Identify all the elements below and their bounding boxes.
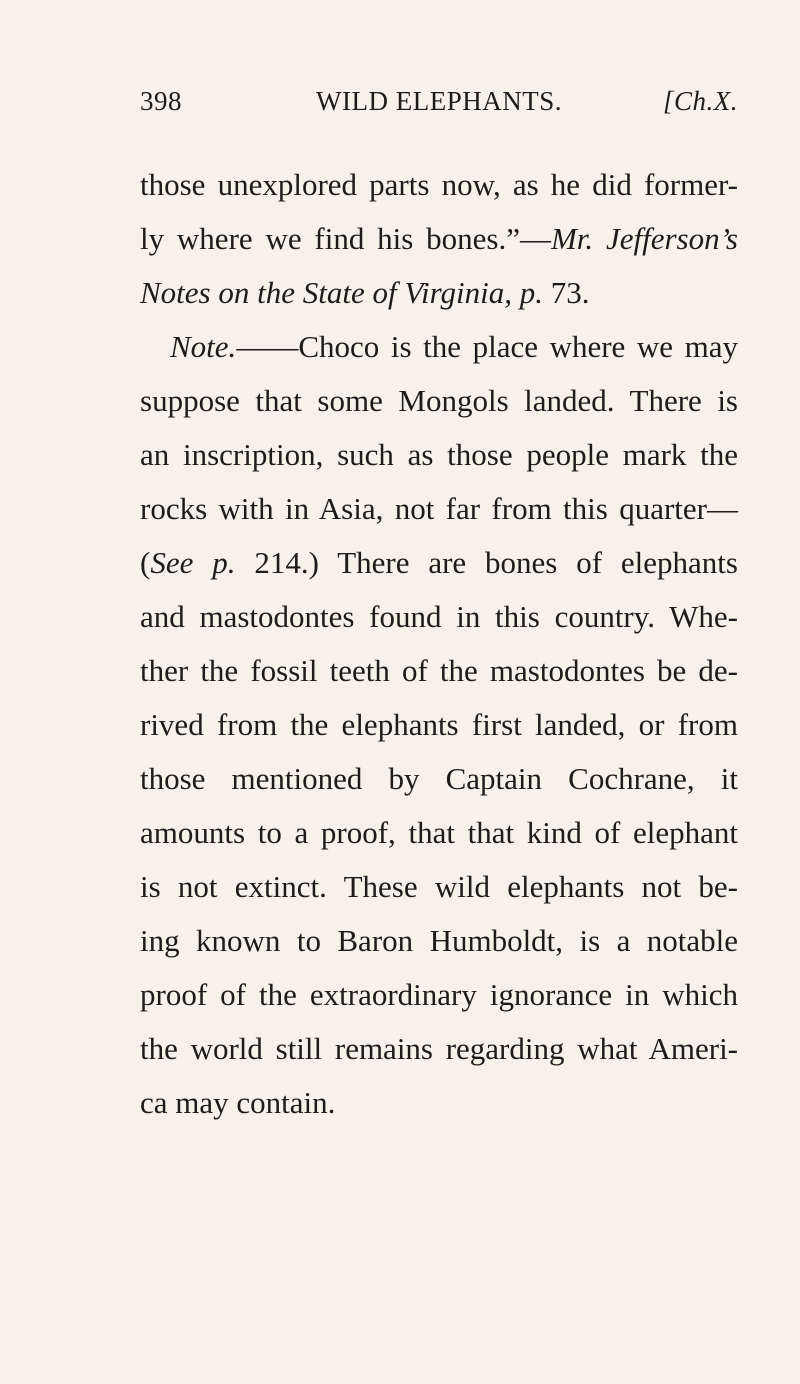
body-text bbox=[140, 158, 738, 1130]
text-run: those mentioned by Captain Cochrane, it bbox=[140, 761, 738, 796]
text-line bbox=[140, 590, 738, 644]
text-line bbox=[140, 1076, 738, 1130]
text-run: rived from the elephants first landed, or from bbox=[140, 707, 738, 742]
text-run: rocks with in Asia, not far from this quarter— bbox=[140, 491, 738, 526]
text-line bbox=[140, 914, 738, 968]
text-line bbox=[140, 320, 738, 374]
text-run: and mastodontes found in this country. Whe- bbox=[140, 599, 738, 634]
text-line bbox=[140, 968, 738, 1022]
text-line bbox=[140, 752, 738, 806]
text-run: ly where we find his bones.”— bbox=[140, 221, 551, 256]
text-line bbox=[140, 374, 738, 428]
text-line bbox=[140, 536, 738, 590]
text-run: those unexplored parts now, as he did former- bbox=[140, 167, 738, 202]
text-run: 214.) There are bones of elephants bbox=[235, 545, 738, 580]
text-run: ——Choco is the place where we may bbox=[236, 329, 738, 364]
text-run: ca may contain. bbox=[140, 1085, 336, 1120]
text-line bbox=[140, 644, 738, 698]
text-line bbox=[140, 806, 738, 860]
text-line bbox=[140, 698, 738, 752]
citation-author: Mr. Jefferson’s bbox=[550, 221, 738, 256]
citation-page: 73. bbox=[542, 275, 590, 310]
page-number: 398 bbox=[140, 86, 182, 116]
text-run: proof of the extraordinary ignorance in which bbox=[140, 977, 738, 1012]
text-run: is not extinct. These wild elephants not be- bbox=[140, 869, 738, 904]
text-line bbox=[140, 482, 738, 536]
citation-title: Notes on the State of Virginia, p. bbox=[140, 275, 543, 310]
text-line bbox=[140, 860, 738, 914]
text-run: ( bbox=[140, 545, 151, 580]
note-label: Note. bbox=[170, 329, 237, 364]
text-run: amounts to a proof, that that kind of elephant bbox=[140, 815, 738, 850]
text-run: the world still remains regarding what Ameri- bbox=[140, 1031, 738, 1066]
running-head bbox=[140, 86, 738, 126]
text-line bbox=[140, 158, 738, 212]
chapter-reference: [Ch.X. bbox=[662, 86, 738, 116]
text-run: an inscription, such as those people mark the bbox=[140, 437, 738, 472]
running-title: WILD ELEPHANTS. bbox=[316, 86, 562, 116]
cross-reference: See p. bbox=[150, 545, 236, 580]
text-run: ther the fossil teeth of the mastodontes be de- bbox=[140, 653, 738, 688]
text-line bbox=[140, 428, 738, 482]
text-run: ing known to Baron Humboldt, is a notable bbox=[140, 923, 738, 958]
text-run: suppose that some Mongols landed. There is bbox=[140, 383, 738, 418]
text-line bbox=[140, 212, 738, 266]
text-line bbox=[140, 1022, 738, 1076]
text-line bbox=[140, 266, 738, 320]
